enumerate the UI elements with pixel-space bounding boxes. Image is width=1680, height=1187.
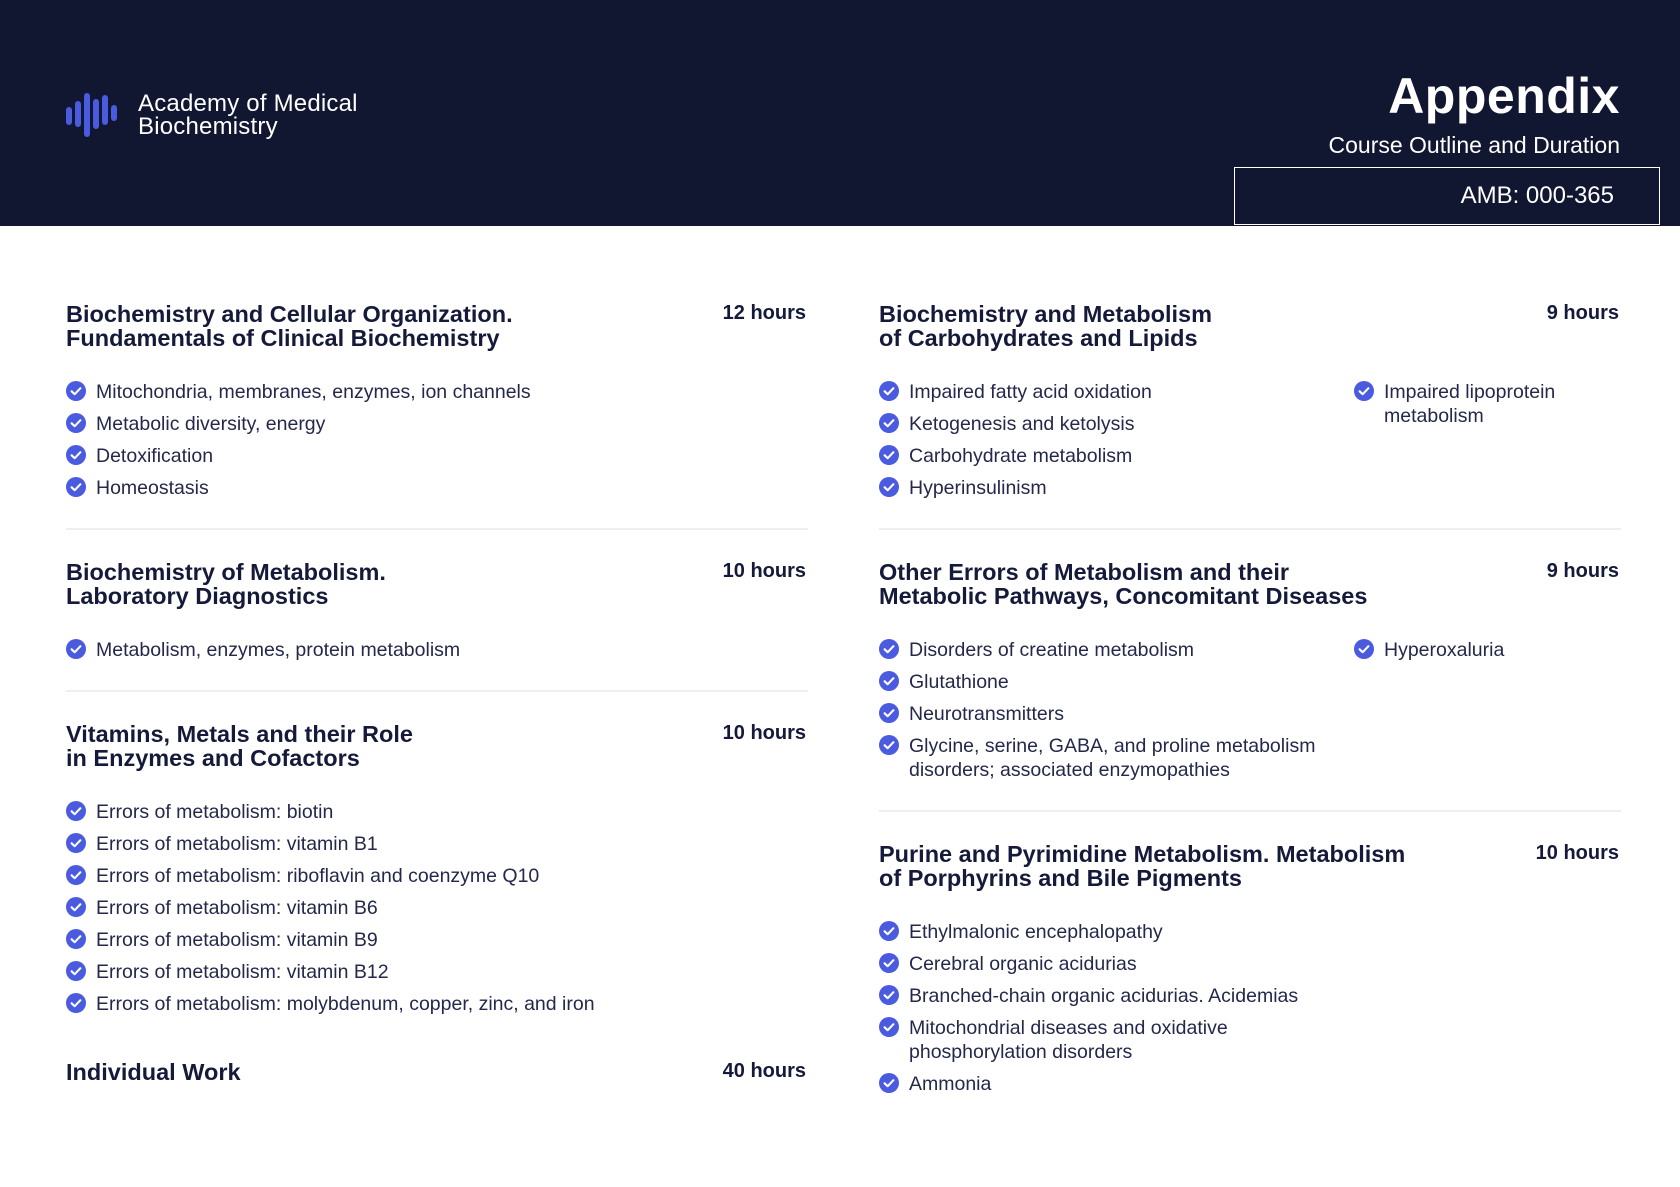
check-circle-icon	[66, 865, 86, 885]
list-item: Mitochondrial diseases and oxidative phosphorylation disorders	[879, 1016, 1354, 1064]
check-circle-icon	[66, 801, 86, 821]
check-circle-icon	[879, 703, 899, 723]
section-hours: 9 hours	[1546, 302, 1619, 324]
list-item: Errors of metabolism: biotin	[66, 800, 766, 824]
section-hours: 9 hours	[1546, 560, 1619, 582]
list-item: Errors of metabolism: vitamin B9	[66, 928, 766, 952]
check-circle-icon	[879, 445, 899, 465]
list-item: Carbohydrate metabolism	[879, 444, 1354, 468]
course-section	[66, 302, 808, 508]
list-item: Metabolic diversity, energy	[66, 412, 541, 436]
check-circle-icon	[879, 671, 899, 691]
check-circle-icon	[879, 477, 899, 497]
list-item: Cerebral organic acidurias	[879, 952, 1354, 976]
list-item: Hyperinsulinism	[879, 476, 1354, 500]
topic-list	[879, 638, 1354, 790]
list-item: Glycine, serine, GABA, and proline metabolism disorders; associated enzymopathies	[879, 734, 1354, 782]
list-item: Branched-chain organic acidurias. Acidemias	[879, 984, 1354, 1008]
course-section	[879, 560, 1621, 790]
section-title: Vitamins, Metals and their Role in Enzymes and Cofactors	[66, 721, 413, 771]
check-circle-icon	[879, 953, 899, 973]
list-item: Disorders of creatine metabolism	[879, 638, 1354, 662]
list-item: Mitochondria, membranes, enzymes, ion channels	[66, 380, 541, 404]
list-item: Ammonia	[879, 1072, 1354, 1096]
section-hours: 10 hours	[1535, 842, 1619, 864]
check-circle-icon	[66, 929, 86, 949]
check-circle-icon	[879, 735, 899, 755]
divider	[66, 690, 808, 692]
course-code: AMB: 000-365	[1460, 182, 1614, 209]
section-title: Biochemistry of Metabolism. Laboratory Diagnostics	[66, 559, 386, 609]
divider	[879, 810, 1621, 812]
section-title: Other Errors of Metabolism and their Metabolic Pathways, Concomitant Diseases	[879, 559, 1368, 609]
section-title: Purine and Pyrimidine Metabolism. Metabolism of Porphyrins and Bile Pigments	[879, 841, 1406, 891]
page-title: Appendix	[1388, 68, 1620, 124]
check-circle-icon	[66, 833, 86, 853]
topic-list	[66, 800, 766, 1024]
section-title: Biochemistry and Metabolism of Carbohydrates and Lipids	[879, 301, 1212, 351]
list-item: Errors of metabolism: vitamin B6	[66, 896, 766, 920]
list-item: Impaired lipoprotein metabolism	[1354, 380, 1584, 428]
course-section	[66, 722, 808, 1024]
check-circle-icon	[66, 445, 86, 465]
list-item: Metabolism, enzymes, protein metabolism	[66, 638, 541, 662]
topic-list	[1354, 380, 1584, 508]
check-circle-icon	[879, 1073, 899, 1093]
header	[0, 0, 1680, 226]
logo-icon	[66, 93, 118, 137]
check-circle-icon	[879, 381, 899, 401]
divider	[66, 528, 808, 530]
topic-list	[66, 380, 541, 508]
check-circle-icon	[879, 921, 899, 941]
list-item: Ethylmalonic encephalopathy	[879, 920, 1354, 944]
list-item: Errors of metabolism: molybdenum, copper, zinc, and iron	[66, 992, 766, 1016]
list-item: Impaired fatty acid oxidation	[879, 380, 1354, 404]
section-hours: 10 hours	[722, 560, 806, 582]
org-name: Academy of Medical Biochemistry	[138, 90, 358, 140]
check-circle-icon	[66, 477, 86, 497]
topic-list	[1354, 638, 1584, 790]
list-item: Errors of metabolism: riboflavin and coenzyme Q10	[66, 864, 766, 888]
list-item: Errors of metabolism: vitamin B1	[66, 832, 766, 856]
section-hours: 10 hours	[722, 722, 806, 744]
list-item: Neurotransmitters	[879, 702, 1354, 726]
section-hours: 12 hours	[722, 302, 806, 324]
check-circle-icon	[1354, 639, 1374, 659]
page-subtitle: Course Outline and Duration	[1328, 132, 1620, 158]
check-circle-icon	[66, 639, 86, 659]
title-block	[1329, 66, 1621, 160]
list-item: Errors of metabolism: vitamin B12	[66, 960, 766, 984]
list-item: Glutathione	[879, 670, 1354, 694]
check-circle-icon	[879, 985, 899, 1005]
check-circle-icon	[879, 1017, 899, 1037]
topic-list	[879, 380, 1354, 508]
check-circle-icon	[66, 993, 86, 1013]
check-circle-icon	[66, 897, 86, 917]
section-title: Biochemistry and Cellular Organization. Fundamentals of Clinical Biochemistry	[66, 301, 513, 351]
course-section	[879, 302, 1621, 508]
section-hours: 40 hours	[722, 1060, 806, 1082]
list-item: Ketogenesis and ketolysis	[879, 412, 1354, 436]
check-circle-icon	[879, 639, 899, 659]
list-item: Detoxification	[66, 444, 541, 468]
check-circle-icon	[1354, 381, 1374, 401]
right-column	[879, 302, 1621, 1104]
course-code-box	[1234, 167, 1660, 225]
list-item: Homeostasis	[66, 476, 541, 500]
individual-work-section	[66, 1060, 808, 1084]
check-circle-icon	[66, 381, 86, 401]
list-item: Hyperoxaluria	[1354, 638, 1584, 662]
check-circle-icon	[66, 413, 86, 433]
left-column	[66, 302, 808, 1084]
check-circle-icon	[879, 413, 899, 433]
logo	[66, 92, 358, 138]
course-section	[879, 842, 1621, 1104]
topic-list	[66, 638, 541, 670]
course-section	[66, 560, 808, 670]
divider	[879, 528, 1621, 530]
check-circle-icon	[66, 961, 86, 981]
topic-list	[879, 920, 1354, 1104]
section-title: Individual Work	[66, 1059, 241, 1085]
